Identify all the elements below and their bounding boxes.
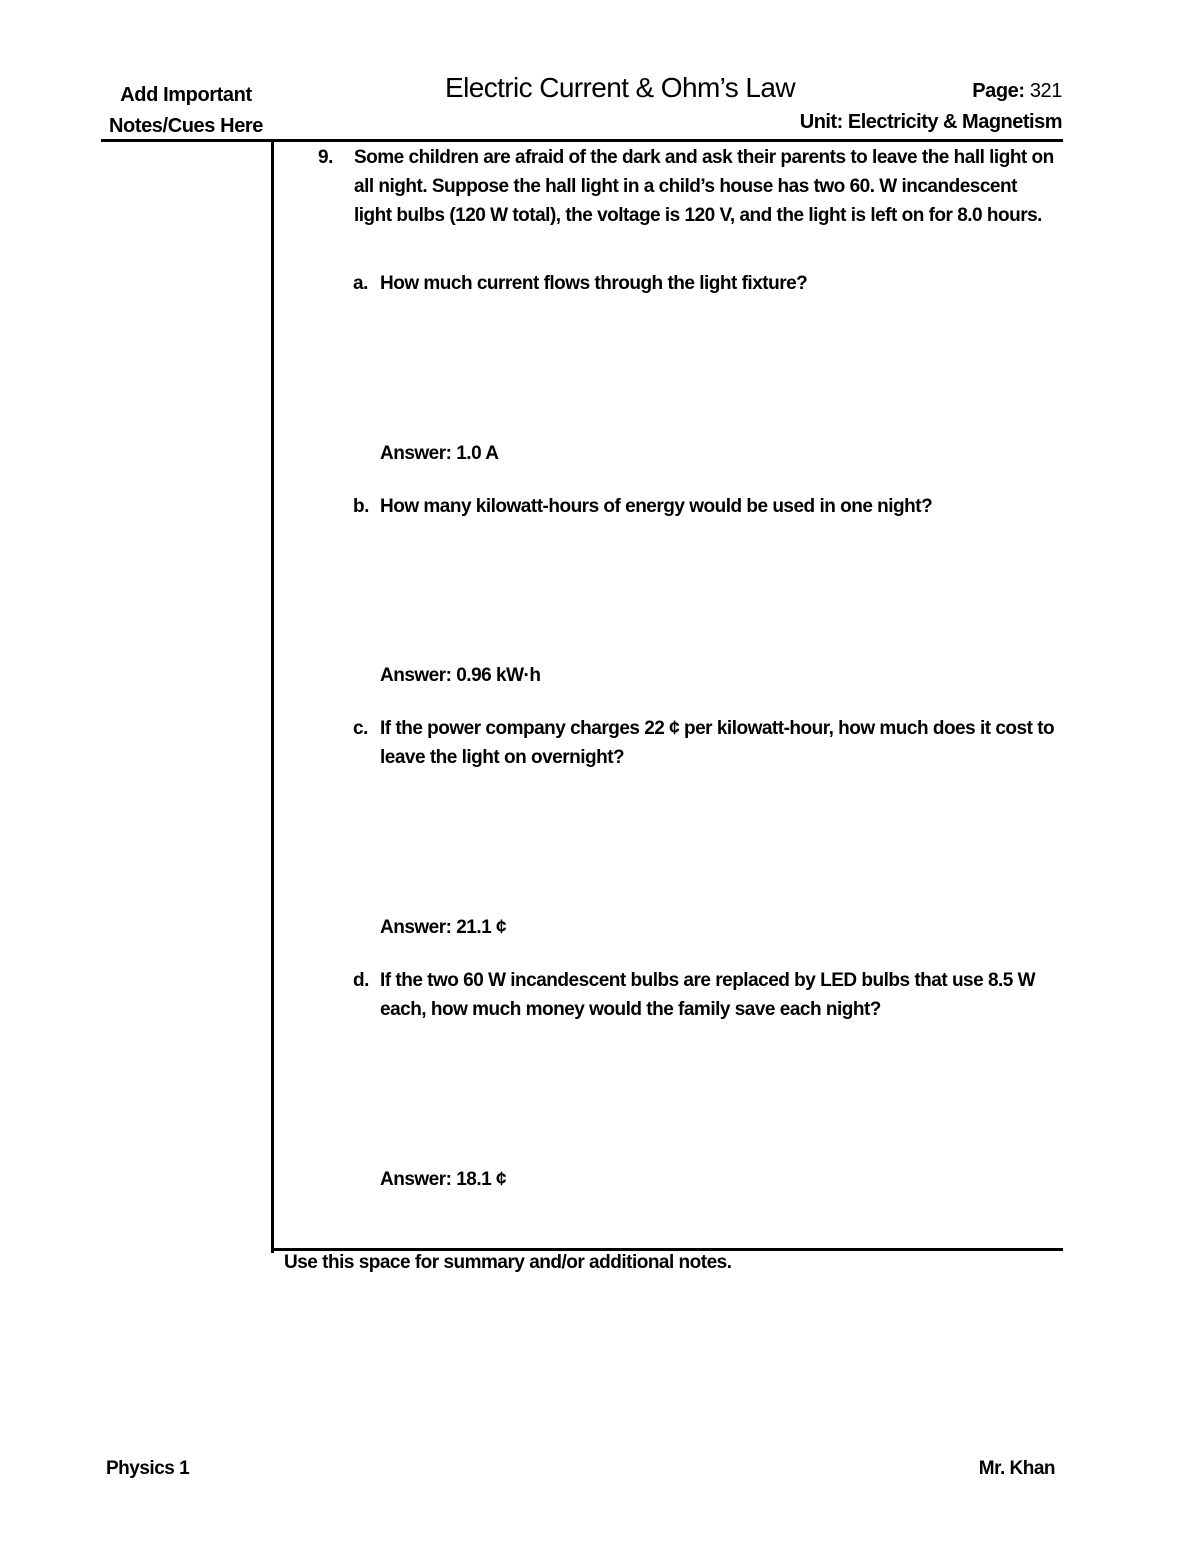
summary-prompt: Use this space for summary and/or additional notes. bbox=[284, 1252, 732, 1273]
question-stem: Some children are afraid of the dark and ask their parents to leave the hall light on all night. Suppose the hall light in a child’s house has two 60. W incandescent light bulbs (120 W total), the voltage is 120 V, and the light is left on for 8.0 hours. bbox=[354, 147, 1054, 226]
unit-label: Unit: bbox=[799, 111, 843, 133]
question-number: 9. bbox=[318, 147, 333, 168]
summary-divider bbox=[271, 1248, 1063, 1251]
footer-teacher: Mr. Khan bbox=[978, 1458, 1055, 1479]
part-c-question: If the power company charges 22 ¢ per kilowatt-hour, how much does it cost to leave the light on overnight? bbox=[380, 718, 1055, 768]
cue-heading-line-2: Notes/Cues Here bbox=[108, 115, 264, 137]
part-d-label: d. bbox=[353, 970, 369, 991]
page-number: 321 bbox=[1029, 80, 1062, 102]
cue-column-divider bbox=[271, 141, 274, 1253]
unit-line bbox=[800, 111, 1062, 134]
footer-course: Physics 1 bbox=[106, 1458, 190, 1479]
part-b-label: b. bbox=[353, 496, 369, 517]
header-divider bbox=[101, 139, 1063, 142]
page-number-line bbox=[972, 80, 1062, 103]
page-title: Electric Current & Ohm’s Law bbox=[445, 72, 795, 103]
unit-name: Electricity & Magnetism bbox=[847, 111, 1062, 133]
part-d-answer: Answer: 18.1 ¢ bbox=[380, 1169, 507, 1190]
part-a-question: How much current flows through the light fixture? bbox=[380, 273, 808, 294]
part-d-question: If the two 60 W incandescent bulbs are replaced by LED bulbs that use 8.5 W each, how much money would the family save each night? bbox=[380, 970, 1036, 1020]
part-c-answer: Answer: 21.1 ¢ bbox=[380, 917, 507, 938]
part-a-answer: Answer: 1.0 A bbox=[380, 443, 499, 464]
part-c-label: c. bbox=[353, 718, 368, 739]
part-b-question: How many kilowatt-hours of energy would be used in one night? bbox=[380, 496, 933, 517]
cue-heading-line-1: Add Important bbox=[120, 84, 252, 106]
part-a-label: a. bbox=[353, 273, 368, 294]
part-b-answer: Answer: 0.96 kW·h bbox=[380, 665, 541, 686]
page-label: Page: bbox=[972, 80, 1025, 102]
cue-column-heading bbox=[100, 80, 272, 142]
